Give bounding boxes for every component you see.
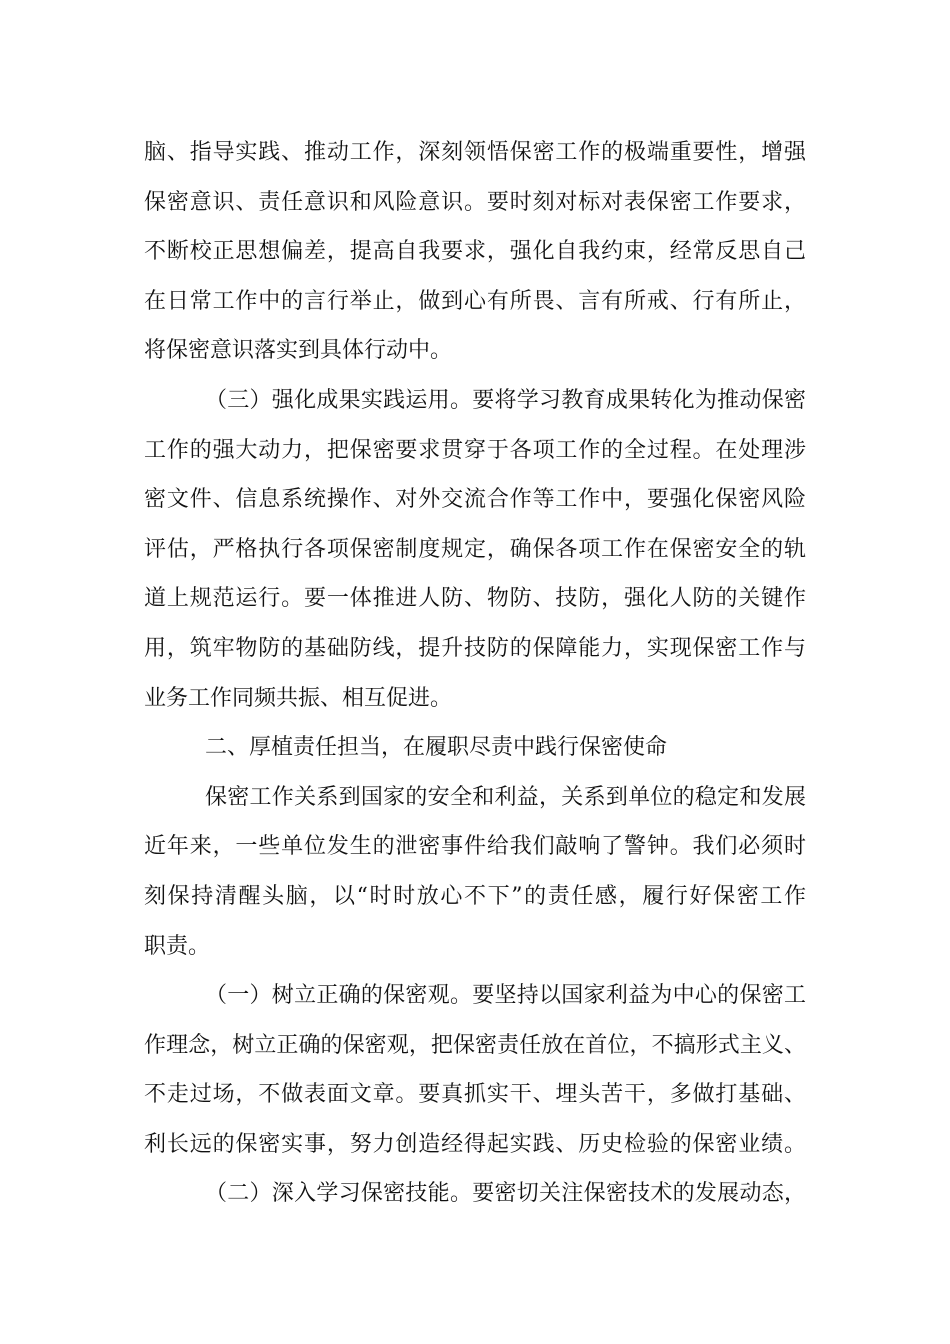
text-line: 密文件、信息系统操作、对外交流合作等工作中，要强化保密风险	[144, 487, 806, 513]
text-line: 作理念，树立正确的保密观，把保密责任放在首位，不搞形式主义、	[144, 1032, 806, 1058]
text-line: 将保密意识落实到具体行动中。	[144, 338, 453, 364]
text-line: 不走过场，不做表面文章。要真抓实干、埋头苦干，多做打基础、	[144, 1082, 806, 1108]
section-heading-1: （一）树立正确的保密观。要坚持以国家利益为中心的保密工	[205, 983, 806, 1009]
text-line: 用，筑牢物防的基础防线，提升技防的保障能力，实现保密工作与	[144, 635, 806, 661]
text-line: 近年来，一些单位发生的泄密事件给我们敲响了警钟。我们必须时	[144, 834, 806, 860]
text-line: 利长远的保密实事，努力创造经得起实践、历史检验的保密业绩。	[144, 1131, 806, 1157]
text-line: 评估，严格执行各项保密制度规定，确保各项工作在保密安全的轨	[144, 536, 806, 562]
text-line: 保密意识、责任意识和风险意识。要时刻对标对表保密工作要求，	[144, 189, 806, 215]
text-line: 保密工作关系到国家的安全和利益，关系到单位的稳定和发展	[205, 784, 806, 810]
text-line: 业务工作同频共振、相互促进。	[144, 685, 453, 711]
text-line: 刻保持清醒头脑，以“时时放心不下”的责任感，履行好保密工作	[144, 883, 806, 909]
text-line: 道上规范运行。要一体推进人防、物防、技防，强化人防的关键作	[144, 586, 806, 612]
text-line: 脑、指导实践、推动工作，深刻领悟保密工作的极端重要性，增强	[144, 140, 806, 165]
text-line: 不断校正思想偏差，提高自我要求，强化自我约束，经常反思自己	[144, 239, 806, 265]
section-heading-3: （三）强化成果实践运用。要将学习教育成果转化为推动保密	[205, 387, 806, 413]
section-heading-2: 二、厚植责任担当，在履职尽责中践行保密使命	[205, 735, 668, 761]
text-line: 工作的强大动力，把保密要求贯穿于各项工作的全过程。在处理涉	[144, 437, 806, 463]
document-body	[144, 128, 806, 1219]
section-heading-2-sub: （二）深入学习保密技能。要密切关注保密技术的发展动态，	[205, 1181, 806, 1207]
text-line: 在日常工作中的言行举止，做到心有所畏、言有所戒、行有所止，	[144, 288, 806, 314]
text-line: 职责。	[144, 933, 211, 959]
